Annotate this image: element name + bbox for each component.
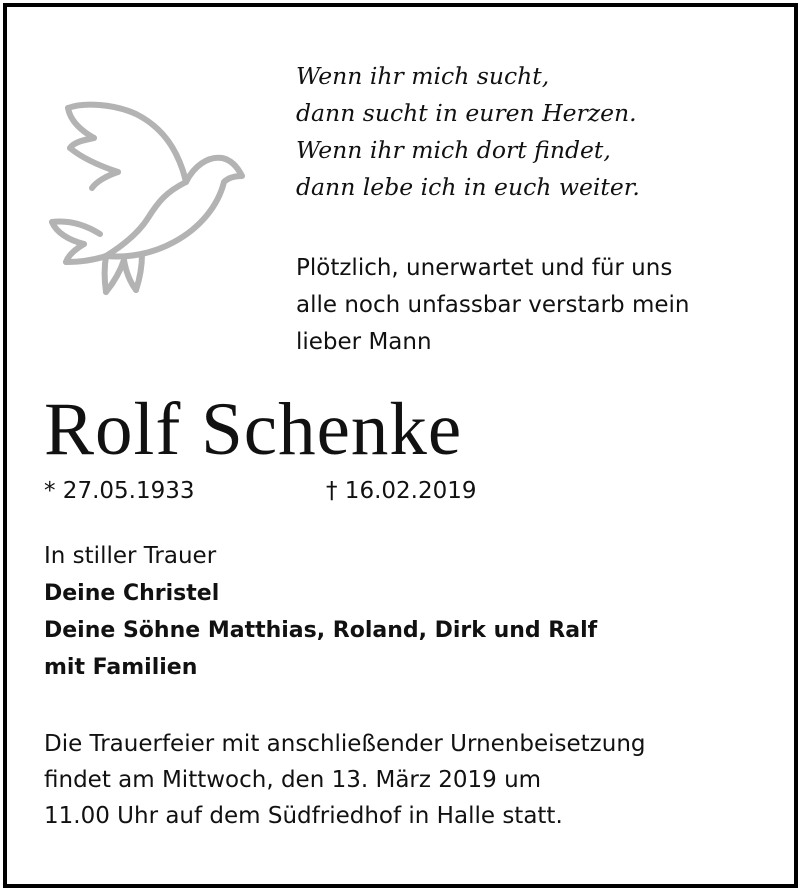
- birth-date: * 27.05.1933: [44, 478, 195, 504]
- poem-line: Wenn ihr mich dort findet,: [296, 136, 611, 164]
- death-date: † 16.02.2019: [326, 478, 477, 504]
- poem-line: dann sucht in euren Herzen.: [296, 99, 637, 127]
- intro-text: [296, 250, 690, 361]
- funeral-line: findet am Mittwoch, den 13. März 2019 um: [44, 767, 542, 793]
- dove-icon: [44, 96, 250, 306]
- mourners-block: [44, 538, 597, 686]
- poem-verse: [296, 58, 640, 206]
- funeral-line: Die Trauerfeier mit anschließender Urnenbeisetzung: [44, 731, 646, 757]
- deceased-name: Rolf Schenke: [44, 388, 463, 471]
- intro-line: lieber Mann: [296, 329, 432, 355]
- mourning-heading: In stiller Trauer: [44, 543, 217, 569]
- intro-line: Plötzlich, unerwartet und für uns: [296, 255, 673, 281]
- mourner-line: mit Familien: [44, 655, 198, 680]
- mourner-line: Deine Christel: [44, 581, 220, 606]
- poem-line: dann lebe ich in euch weiter.: [296, 173, 640, 201]
- poem-line: Wenn ihr mich sucht,: [296, 62, 550, 90]
- funeral-info: [44, 726, 646, 834]
- funeral-line: 11.00 Uhr auf dem Südfriedhof in Halle statt.: [44, 803, 563, 829]
- mourner-line: Deine Söhne Matthias, Roland, Dirk und Ralf: [44, 618, 598, 643]
- life-dates: [44, 474, 477, 508]
- intro-line: alle noch unfassbar verstarb mein: [296, 292, 690, 318]
